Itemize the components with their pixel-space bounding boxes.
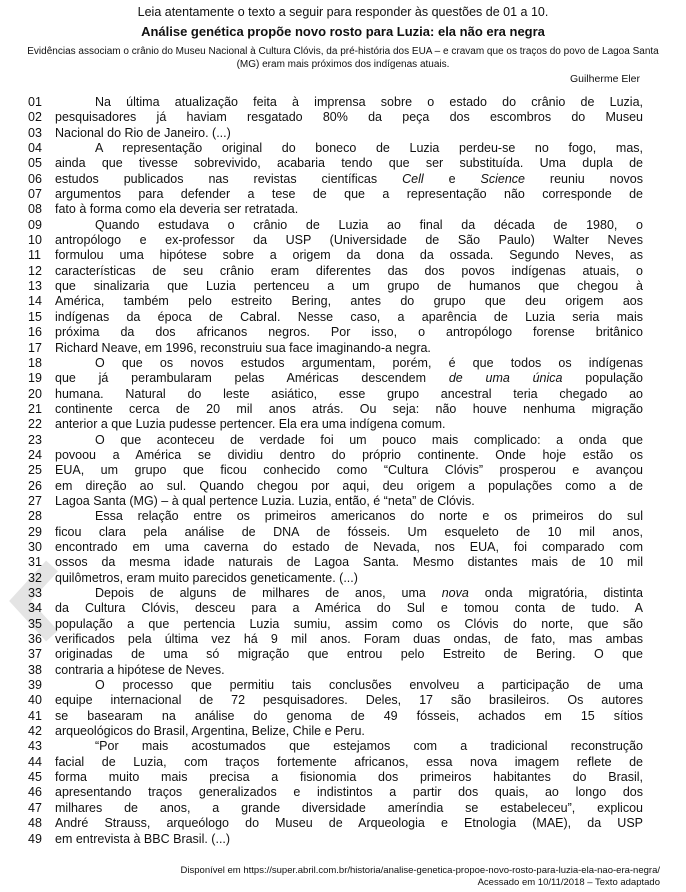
text-line <box>28 724 643 739</box>
line-text: O que os novos estudos argumentam, porém, é que todos os indígenas <box>95 355 643 370</box>
line-text: indígenas da época de Cabral. Nesse caso, a aparência de Luzia seria mais <box>55 309 643 324</box>
source-footer <box>0 865 686 889</box>
line-text: “Por mais acostumados que estejamos com a tradicional reconstrução <box>95 739 643 754</box>
text-line <box>28 832 643 847</box>
source-url: Disponível em https://super.abril.com.br/historia/analise-genetica-propoe-novo-rosto-para-luzia-ela-nao-era-negra/ <box>180 864 660 876</box>
line-text: em entrevista à BBC Brasil. (...) <box>55 831 231 846</box>
line-number: 21 <box>28 401 42 416</box>
line-text: humana. Natural do leste asiático, esse grupo ancestral teria chegado ao <box>55 386 643 401</box>
text-line <box>28 187 643 202</box>
line-number: 05 <box>28 156 42 171</box>
text-line <box>28 709 643 724</box>
line-number: 03 <box>28 125 42 140</box>
text-line <box>28 755 643 770</box>
line-number: 18 <box>28 355 42 370</box>
line-text: verificados pela última vez há 9 mil anos. Foram duas ondas, de fato, mas ambas <box>55 632 643 647</box>
line-number: 34 <box>28 601 42 616</box>
line-number: 14 <box>28 294 42 309</box>
line-text: argumentos para defender a tese de que a representação não corresponde de <box>55 187 643 202</box>
line-number: 43 <box>28 739 42 754</box>
text-line <box>28 310 643 325</box>
text-line <box>28 739 643 754</box>
text-line <box>28 785 643 800</box>
line-text: Na última atualização feita à imprensa sobre o estado do crânio de Luzia, <box>95 95 643 109</box>
line-text: encontrado em uma caverna do estado de Nevada, nos EUA, foi comparado com <box>55 539 643 554</box>
line-number: 33 <box>28 586 42 600</box>
line-number: 24 <box>28 447 42 462</box>
line-text: ainda que tivesse sobrevivido, acabaria tendo que ser substituída. Uma dupla de <box>55 156 643 171</box>
line-text: características de seu crânio eram diferentes das dos povos indígenas atuais, o <box>55 263 643 278</box>
line-number: 36 <box>28 632 42 647</box>
line-text: em direção ao sul. Quando chegou por aqui, deu origem a populações como a de <box>55 478 643 493</box>
article-body <box>0 95 686 847</box>
line-number: 13 <box>28 279 42 294</box>
text-line <box>28 816 643 831</box>
line-text: antropólogo e ex-professor da USP (Universidade de São Paulo) Walter Neves <box>55 233 643 248</box>
line-text: Essa relação entre os primeiros americanos do norte e os primeiros do sul <box>95 509 643 524</box>
line-number: 25 <box>28 463 42 478</box>
text-line <box>28 617 643 632</box>
text-line <box>28 387 643 402</box>
line-text: Nacional do Rio de Janeiro. (...) <box>55 125 231 140</box>
text-line <box>28 770 643 785</box>
line-text: que sinalizaria que Luzia pertenceu a um grupo de humanos que chegou à <box>55 279 643 294</box>
line-number: 20 <box>28 386 42 401</box>
line-text: Richard Neave, em 1996, reconstruiu sua face imaginando-a negra. <box>55 340 431 355</box>
text-line <box>28 325 643 340</box>
line-number: 49 <box>28 831 42 846</box>
line-number: 16 <box>28 325 42 340</box>
text-line <box>28 371 643 386</box>
text-line <box>28 233 643 248</box>
line-text: estudos publicados nas revistas científicas Cell e Science reuniu novos <box>55 171 643 186</box>
text-line <box>28 693 643 708</box>
line-number: 29 <box>28 524 42 539</box>
text-line <box>28 555 643 570</box>
line-text: quilômetros, eram muito parecidos geneticamente. (...) <box>55 570 358 585</box>
text-line <box>28 218 643 233</box>
text-line <box>28 402 643 417</box>
text-line <box>28 586 643 601</box>
line-text: EUA, um grupo que ficou conhecido como “Cultura Clóvis” prosperou e avançou <box>55 463 643 478</box>
line-number: 30 <box>28 539 42 554</box>
line-text: se basearam na análise do genoma de 49 fósseis, achados em 15 sítios <box>55 708 643 723</box>
text-line <box>28 540 643 555</box>
text-line <box>28 509 643 524</box>
line-number: 44 <box>28 754 42 769</box>
line-number: 10 <box>28 233 42 248</box>
line-text: Quando estudava o crânio de Luzia ao final da década de 1980, o <box>95 217 643 232</box>
text-line <box>28 463 643 478</box>
line-number: 06 <box>28 171 42 186</box>
line-text: apresentando traços generalizados e indistintos a partir dos quais, ao longo dos <box>55 785 643 800</box>
line-number: 35 <box>28 616 42 631</box>
line-number: 02 <box>28 110 42 125</box>
line-text: formulou uma hipótese sobre a origem da dona da ossada. Segundo Neves, as <box>55 248 643 263</box>
line-text: população a que pertencia Luzia sumiu, assim como os Clóvis do norte, que são <box>55 616 643 631</box>
line-text: milhares de anos, a grande diversidade ameríndia se estabeleceu”, explicou <box>55 800 643 815</box>
text-line <box>28 95 643 110</box>
line-number: 38 <box>28 662 42 677</box>
text-line <box>28 647 643 662</box>
line-text: continente cerca de 20 mil anos atrás. Ou seja: não houve nenhuma migração <box>55 401 643 416</box>
text-line <box>28 279 643 294</box>
text-line <box>28 448 643 463</box>
text-line <box>28 356 643 371</box>
line-text: O processo que permitiu tais conclusões envolveu a participação de uma <box>95 678 643 693</box>
line-number: 41 <box>28 708 42 723</box>
line-number: 47 <box>28 800 42 815</box>
line-text: Lagoa Santa (MG) – à qual pertence Luzia. Luzia, então, é “neta” de Clóvis. <box>55 493 475 508</box>
line-number: 17 <box>28 340 42 355</box>
text-line <box>28 494 643 509</box>
line-number: 40 <box>28 693 42 708</box>
line-number: 15 <box>28 309 42 324</box>
line-text: A representação original do boneco de Luzia perdeu-se no fogo, mas, <box>95 141 643 156</box>
line-number: 45 <box>28 770 42 785</box>
line-number: 22 <box>28 417 42 432</box>
article-title: Análise genética propõe novo rosto para Luzia: ela não era negra <box>141 24 545 39</box>
line-text: pesquisadores já haviam resgatado 80% da peça dos escombros do Museu <box>55 110 643 125</box>
line-text: contraria a hipótese de Neves. <box>55 662 225 677</box>
text-line <box>28 801 643 816</box>
text-line <box>28 678 643 693</box>
line-number: 42 <box>28 724 42 739</box>
line-text: próxima da dos africanos negros. Por isso, o antropólogo forense britânico <box>55 325 643 340</box>
text-line <box>28 479 643 494</box>
text-line <box>28 110 643 125</box>
text-line <box>28 264 643 279</box>
line-text: Depois de alguns de milhares de anos, uma nova onda migratória, distinta <box>95 586 643 600</box>
line-text: forma muito mais precisa a fisionomia dos primeiros habitantes do Brasil, <box>55 770 643 785</box>
author-byline: Guilherme Eler <box>569 73 640 85</box>
line-text: André Strauss, arqueólogo do Museu de Arqueologia e Etnologia (MAE), da USP <box>55 816 643 831</box>
text-line <box>28 525 643 540</box>
text-line <box>28 141 643 156</box>
line-number: 04 <box>28 141 42 156</box>
line-text: equipe internacional de 72 pesquisadores. Deles, 17 são brasileiros. Os autores <box>55 693 643 708</box>
line-number: 19 <box>28 371 42 386</box>
text-line <box>28 632 643 647</box>
line-number: 26 <box>28 478 42 493</box>
line-number: 39 <box>28 678 42 693</box>
line-text: O que aconteceu de verdade foi um pouco mais complicado: a onda que <box>95 432 643 447</box>
line-number: 07 <box>28 187 42 202</box>
text-line <box>28 202 643 217</box>
text-line <box>28 156 643 171</box>
text-line <box>28 172 643 187</box>
text-line <box>28 126 643 141</box>
text-line <box>28 417 643 432</box>
text-line <box>28 294 643 309</box>
instruction-line: Leia atentamente o texto a seguir para responder às questões de 01 a 10. <box>137 5 549 19</box>
text-line <box>28 601 643 616</box>
line-number: 08 <box>28 202 42 217</box>
line-text: anterior a que Luzia pudesse pertencer. Ela era uma indígena comum. <box>55 417 446 432</box>
line-number: 48 <box>28 816 42 831</box>
line-text: fato à forma como ela deveria ser retratada. <box>55 202 299 217</box>
line-text: ossos da mesma idade naturais de Lagoa Santa. Mesmo distantes mais de 10 mil <box>55 555 643 570</box>
article-subtitle: Evidências associam o crânio do Museu Nacional à Cultura Clóvis, da pré-história dos EUA – e cravam que os traços do povo de Lagoa Santa (MG) eram mais próximos dos indígenas atuais. <box>27 46 659 70</box>
line-text: arqueológicos do Brasil, Argentina, Belize, Chile e Peru. <box>55 724 365 739</box>
text-line <box>28 571 643 586</box>
text-line <box>28 248 643 263</box>
line-number: 23 <box>28 432 42 447</box>
line-number: 31 <box>28 555 42 570</box>
line-number: 46 <box>28 785 42 800</box>
line-text: da Cultura Clóvis, desceu para a América do Sul e tomou conta de tudo. A <box>55 601 643 616</box>
line-number: 01 <box>28 95 42 109</box>
text-line <box>28 433 643 448</box>
line-number: 27 <box>28 493 42 508</box>
line-text: originadas de uma só migração que entrou pelo Estreito de Bering. O que <box>55 647 643 662</box>
line-text: povoou a América se dividiu dentro do próprio continente. Onde hoje estão os <box>55 447 643 462</box>
line-number: 32 <box>28 570 42 585</box>
line-number: 12 <box>28 263 42 278</box>
text-line <box>28 341 643 356</box>
line-text: América, também pelo estreito Bering, antes do grupo que deu origem aos <box>55 294 643 309</box>
line-number: 11 <box>28 248 41 263</box>
line-number: 37 <box>28 647 42 662</box>
line-text: que já perambularam pelas Américas descendem de uma única população <box>55 371 643 386</box>
line-text: ficou clara pela análise de DNA de fósseis. Um esqueleto de 10 mil anos, <box>55 524 643 539</box>
text-line <box>28 663 643 678</box>
line-number: 28 <box>28 509 42 524</box>
line-number: 09 <box>28 217 42 232</box>
line-text: facial de Luzia, com traços fortemente africanos, essa nova imagem reflete de <box>55 754 643 769</box>
access-date: Acessado em 10/11/2018 – Texto adaptado <box>477 876 660 888</box>
